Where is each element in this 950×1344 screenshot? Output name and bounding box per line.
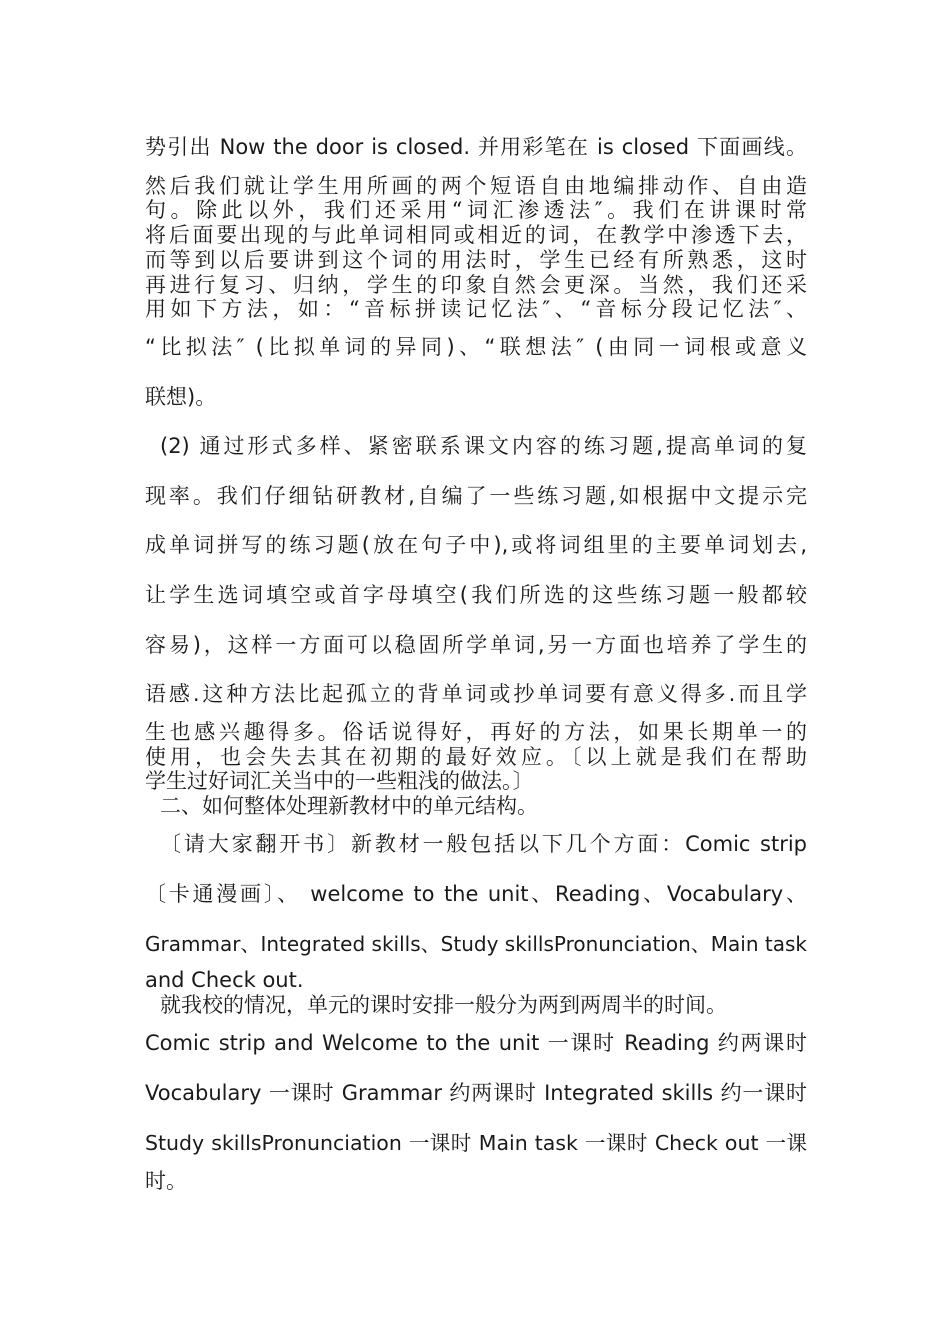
text-line: 时。	[145, 1169, 187, 1193]
text-line: 现率。我们仔细钻研教材,自编了一些练习题,如根据中文提示完	[145, 484, 807, 508]
text-line: (2) 通过形式多样、紧密联系课文内容的练习题,提高单词的复	[160, 434, 807, 458]
text-line: 就我校的情况，单元的课时安排一般分为两到两周半的时间。	[160, 993, 727, 1017]
text-line: and Check out.	[145, 968, 304, 992]
text-line: 〔请大家翻开书〕新教材一般包括以下几个方面：Comic strip	[160, 832, 807, 856]
text-line: 然后我们就让学生用所画的两个短语自由地编排动作、自由造	[145, 174, 807, 198]
text-line: 让学生选词填空或首字母填空(我们所选的这些练习题一般都较	[145, 583, 807, 607]
text-line: 容易)，这样一方面可以稳固所学单词,另一方面也培养了学生的	[145, 633, 807, 657]
text-line: 联想)。	[145, 385, 217, 409]
text-line: 再进行复习、归纳，学生的印象自然会更深。当然，我们还采	[145, 273, 807, 297]
text-line: 将后面要出现的与此单词相同或相近的词，在教学中渗透下去，	[145, 223, 807, 247]
text-line: 句。除此以外，我们还采用“词汇渗透法″。我们在讲课时常	[145, 198, 807, 222]
text-line: 而等到以后要讲到这个词的用法时，学生已经有所熟悉，这时	[145, 248, 807, 272]
text-line: 学生过好词汇关当中的一些粗浅的做法。〕	[145, 769, 534, 793]
text-line: 〔卡通漫画〕、 welcome to the unit、Reading、Vocabulary、	[145, 882, 807, 906]
text-line: “比拟法″ (比拟单词的异同)、“联想法″ (由同一词根或意义	[145, 335, 807, 359]
text-line: 语感.这种方法比起孤立的背单词或抄单词要有意义得多.而且学	[145, 682, 807, 706]
text-line: 用如下方法，如：“音标拼读记忆法″、“音标分段记忆法″、	[145, 297, 807, 321]
text-line: 使用，也会失去其在初期的最好效应。〔以上就是我们在帮助	[145, 745, 807, 769]
text-line: Study skillsPronunciation 一课时 Main task 一课时 Check out 一课	[145, 1131, 807, 1155]
text-line: Grammar、Integrated skills、Study skillsPronunciation、Main task	[145, 932, 807, 956]
text-line: Comic strip and Welcome to the unit 一课时 Reading 约两课时	[145, 1031, 807, 1055]
text-line: 势引出 Now the door is closed. 并用彩笔在 is closed 下面画线。	[145, 135, 807, 159]
text-line: 成单词拼写的练习题(放在句子中),或将词组里的主要单词划去,	[145, 533, 807, 557]
text-line: 生也感兴趣得多。俗话说得好，再好的方法，如果长期单一的	[145, 720, 807, 744]
text-line: Vocabulary 一课时 Grammar 约两课时 Integrated skills 约一课时	[145, 1081, 807, 1105]
section-heading: 二、如何整体处理新教材中的单元结构。	[160, 794, 538, 818]
